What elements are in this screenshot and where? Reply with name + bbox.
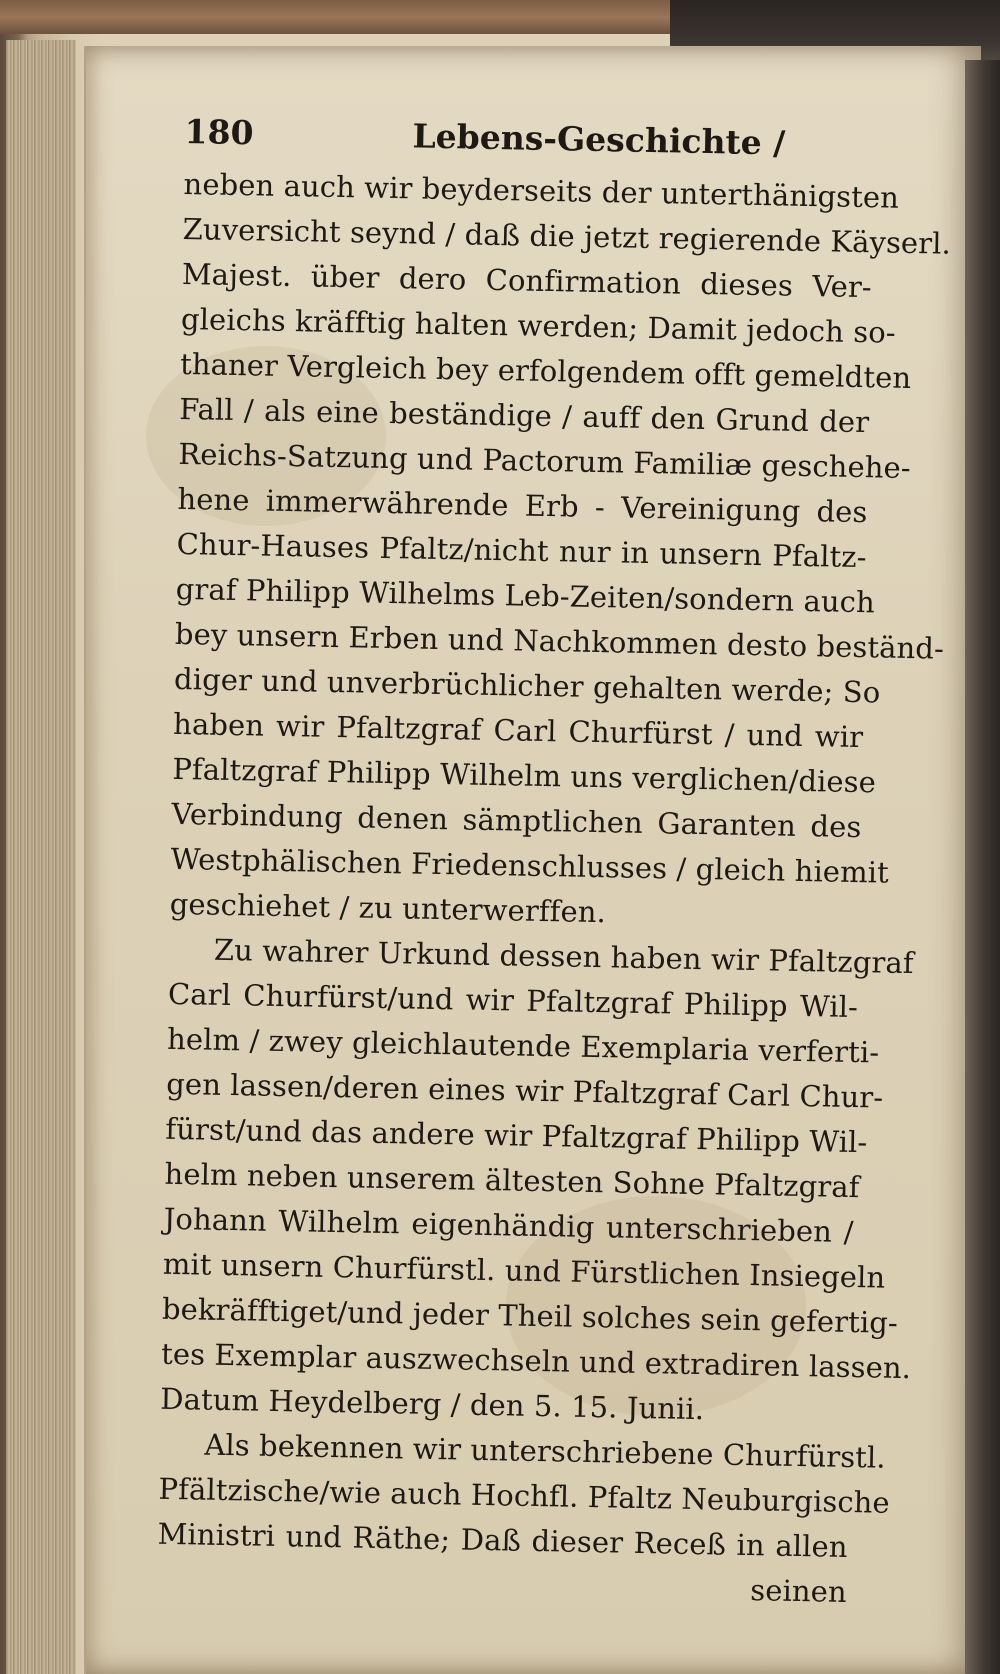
text-line: Pfältzische/wie auch Hochfl. Pfaltz Neuburgische — [158, 1471, 891, 1520]
text-line: helm neben unserem ältesten Sohne Pfaltzgraf — [164, 1156, 860, 1205]
text-line: neben auch wir beyderseits der unterthänigsten — [183, 166, 900, 215]
text-line: Ministri und Räthe; Daß dieser Receß in allen — [157, 1516, 848, 1564]
text-line: Westphälischen Friedenschlusses / gleich hiemit — [170, 841, 890, 890]
text-line: Pfaltzgraf Philipp Wilhelm uns verglichen/diese — [172, 751, 877, 800]
text-line: Chur-Hauses Pfaltz/nicht nur in unsern Pfaltz- — [176, 526, 867, 575]
text-line: mit unsern Churfürstl. und Fürstlichen Insiegeln — [162, 1246, 886, 1295]
text-line: Datum Heydelberg / den 5. 15. Junii. — [159, 1381, 705, 1427]
text-line: Johann Wilhelm eigenhändig unterschrieben / — [163, 1201, 854, 1250]
text-line: bekräfftiget/und jeder Theil solches sein gefertig- — [161, 1291, 899, 1340]
text-line: thaner Vergleich bey erfolgendem offt gemeldten — [179, 346, 912, 395]
text-line: gen lassen/deren eines wir Pfaltzgraf Carl Chur- — [166, 1066, 884, 1115]
text-line: hene immerwährende Erb - Vereinigung des — [177, 481, 868, 530]
page-text — [156, 112, 952, 1616]
text-line: graf Philipp Wilhelms Leb-Zeiten/sondern auch — [175, 571, 876, 620]
page-shadow-edge — [965, 60, 1000, 1674]
text-line: Reichs-Satzung und Pactorum Familiæ geschehe- — [178, 436, 912, 485]
text-line: tes Exemplar auszwechseln und extradiren lassen. — [160, 1336, 912, 1386]
text-line: Zuversicht seynd / daß die jetzt regierende Käyserl. — [182, 211, 952, 261]
paragraph-start-line: Als bekennen wir unterschriebene Churfürstl. — [204, 1427, 887, 1475]
text-line: Majest. über dero Confirmation dieses Ver- — [181, 256, 873, 305]
text-line: diger und unverbrüchlicher gehalten werde; So — [173, 661, 881, 710]
text-line: fürst/und das andere wir Pfaltzgraf Philipp Wil- — [165, 1111, 868, 1160]
page-number: 180 — [184, 112, 254, 153]
text-line: haben wir Pfaltzgraf Carl Churfürst / und wir — [172, 706, 864, 755]
text-line: Carl Churfürst/und wir Pfaltzgraf Philipp Wil- — [167, 976, 859, 1025]
text-line: helm / zwey gleichlautende Exemplaria verferti- — [166, 1021, 880, 1070]
text-line: Fall / als eine beständige / auff den Grund der — [178, 391, 870, 440]
running-head: Lebens-Geschichte / — [412, 116, 786, 163]
paragraph-start-line: Zu wahrer Urkund dessen haben wir Pfaltzgraf — [213, 932, 914, 981]
catchword: seinen — [749, 1573, 848, 1609]
page-edges — [6, 40, 76, 1674]
text-line: Verbindung denen sämptlichen Garanten des — [171, 796, 862, 845]
text-line: gleichs kräfftig halten werden; Damit jedoch so- — [180, 301, 897, 350]
text-line: geschiehet / zu unterwerffen. — [169, 886, 607, 930]
text-line: bey unsern Erben und Nachkommen desto beständ- — [174, 616, 945, 666]
